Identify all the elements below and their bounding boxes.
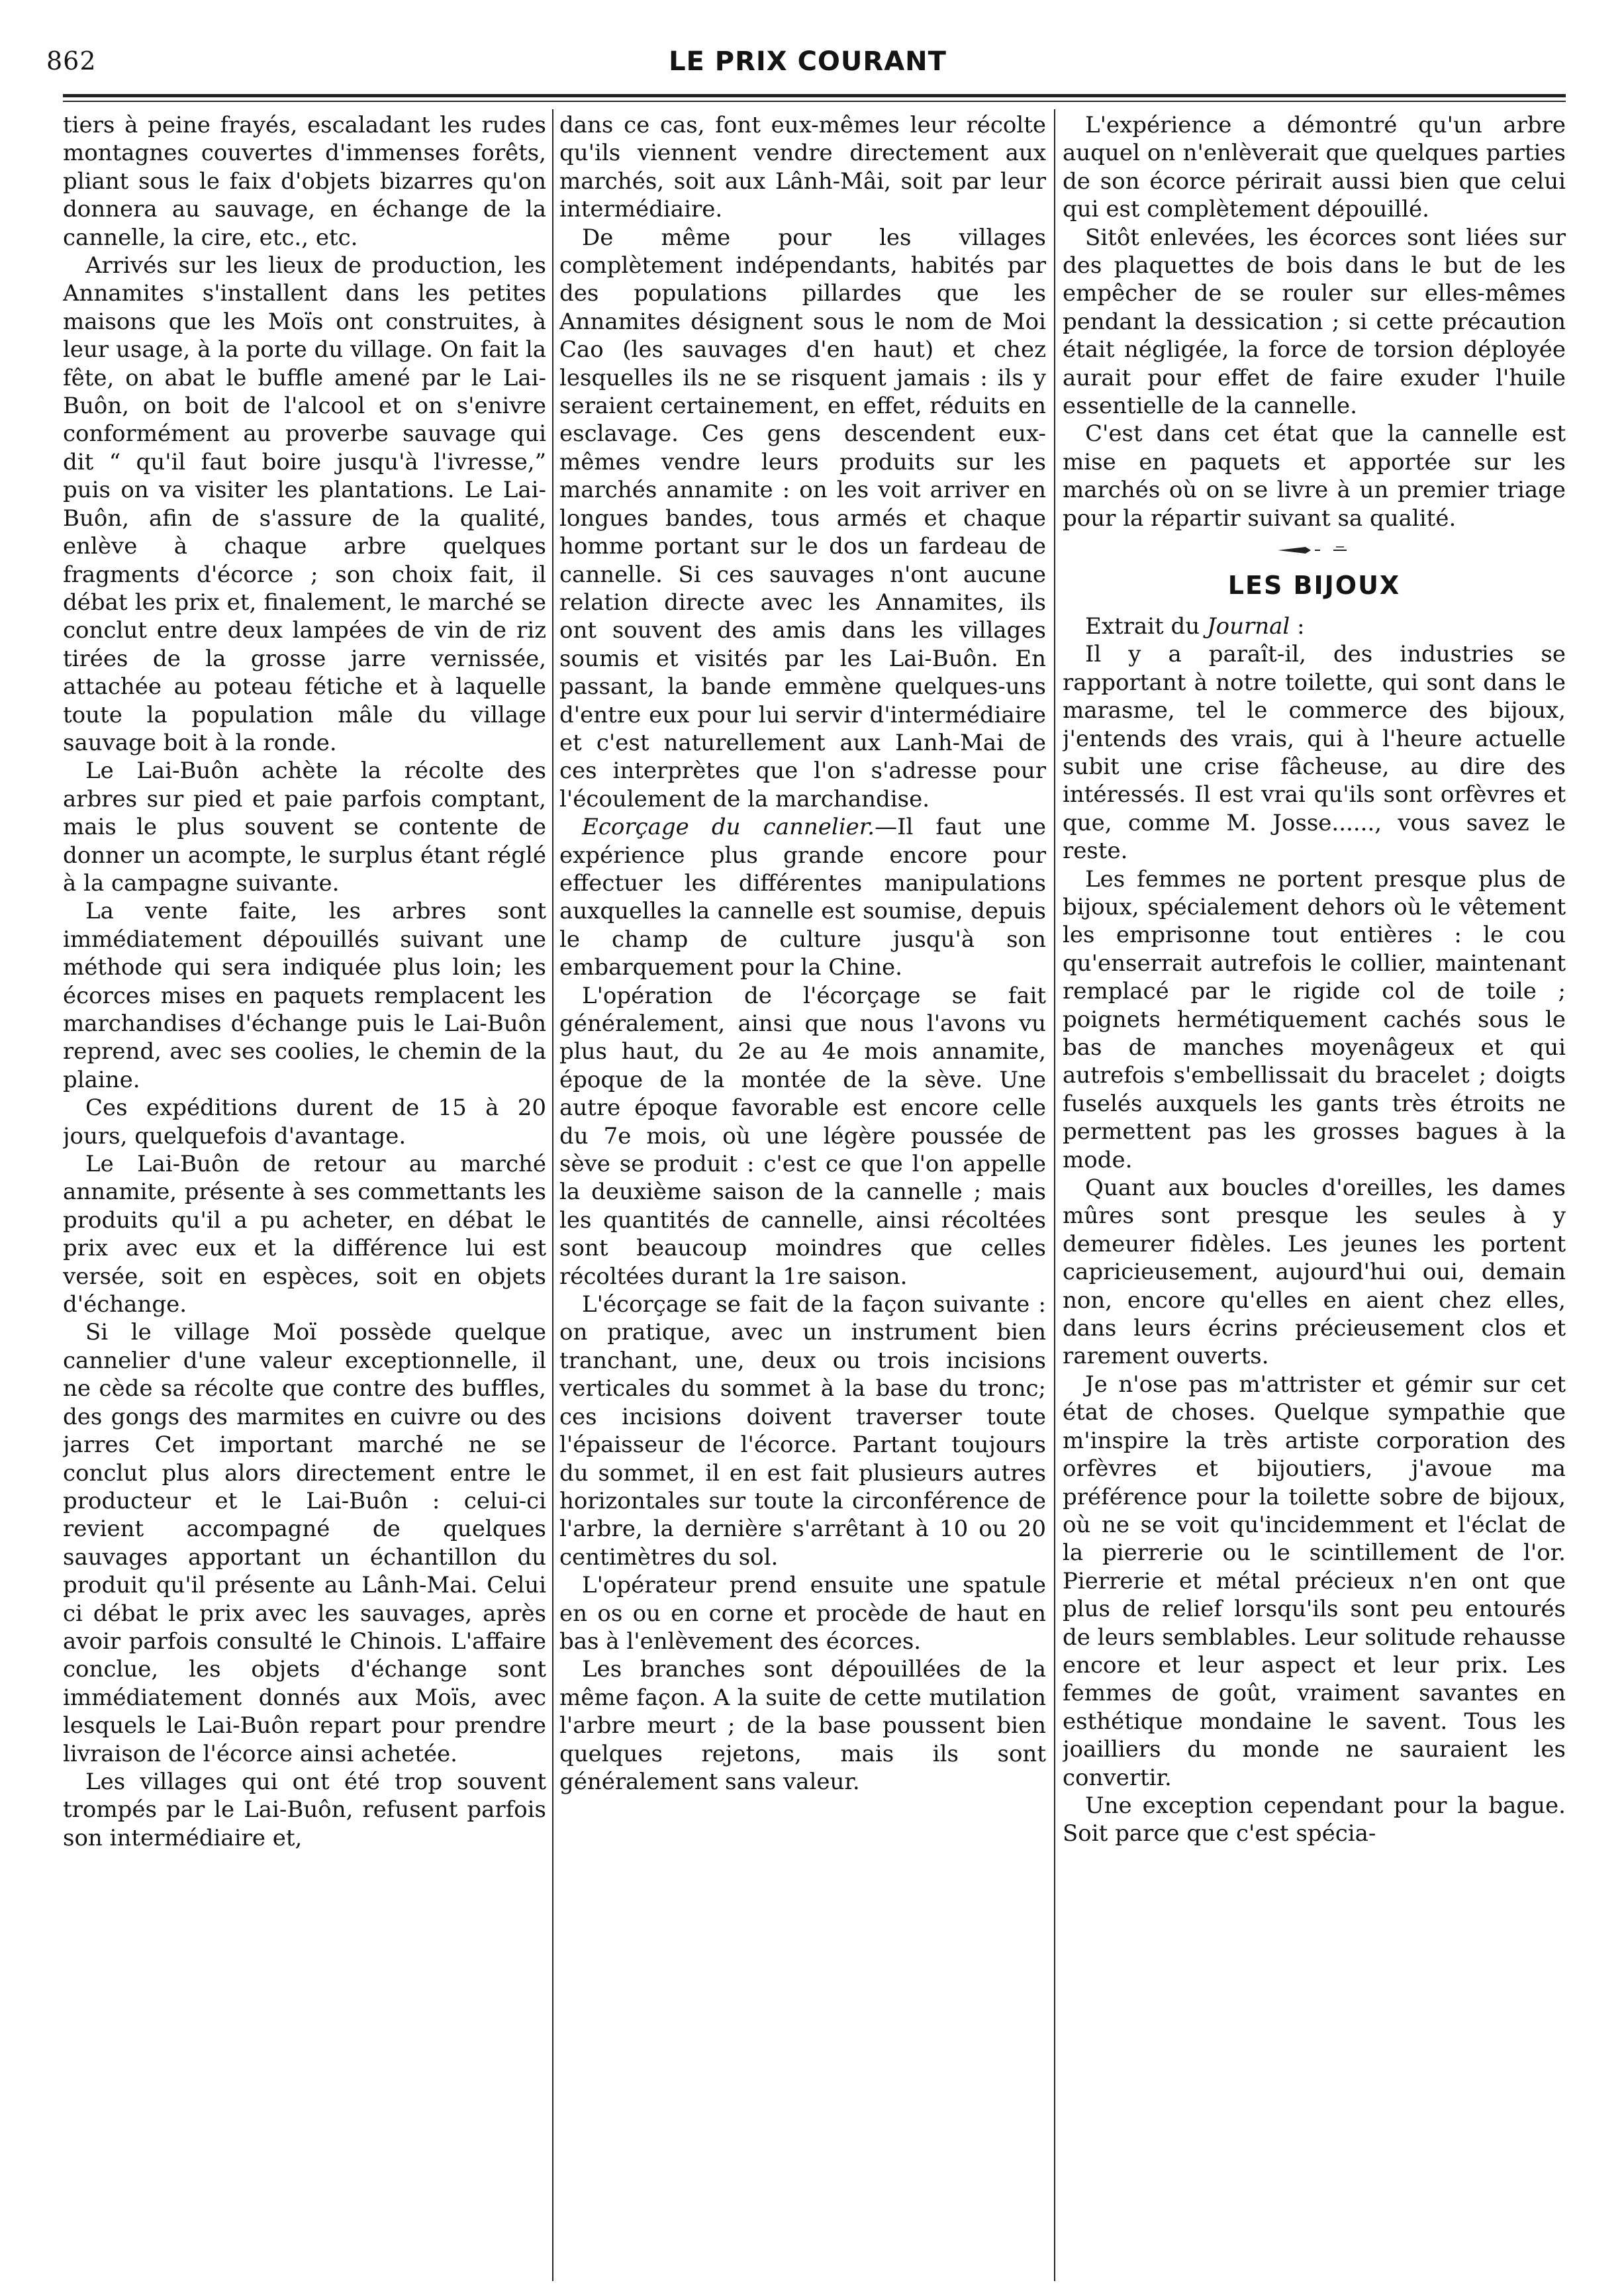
paragraph: L'opération de l'écorçage se fait généralement, ainsi que nous l'avons vu plus haut, du 2e au 4e mois annamite, époque de la montée de la sève. Une autre époque favorable est encore celle du 7e mois, où une légère poussée de sève se produit : c'est ce que l'on appelle la deuxième saison de la cannelle ; mais les quantités de cannelle, ainsi récoltées sont beaucoup moindres que celles récoltées durant la 1re saison. <box>559 982 1046 1290</box>
source-title: Journal <box>1207 612 1290 640</box>
paragraph: Le Lai-Buôn achète la récolte des arbres sur pied et paie parfois comptant, mais le plus souvent se contente de donner un acompte, le surplus étant réglé à la campagne suivante. <box>63 757 546 897</box>
divider-ornament-icon <box>1063 536 1566 564</box>
source-suffix: : <box>1290 612 1305 640</box>
paragraph: Sitôt enlevées, les écorces sont liées sur des plaquettes de bois dans le but de les empêcher de se rouler sur elles-mêmes pendant la dessication ; si cette précaution était négligée, la force de torsion déployée aurait pour effet de faire exuder l'huile essentielle de la cannelle. <box>1063 224 1566 420</box>
paragraph: Il y a paraît-il, des industries se rapportant à notre toilette, qui sont dans le marasme, tel le commerce des bijoux, j'entends des vrais, qui à l'heure actuelle subit une crise fâcheuse, au dire des intéressés. Il est vrai qu'ils sont orfèvres et que, comme M. Josse......, vous savez le reste. <box>1063 641 1566 865</box>
paragraph: Les femmes ne portent presque plus de bijoux, spécialement dehors où le vêtement les emprisonne tout entières : le cou qu'enserrait autrefois le collier, maintenant remplacé par le rigide col de toile ; poignets hermétiquement cachés sous le bas de manches moyenâgeux et qui autrefois s'embellissait du bracelet ; doigts fuselés auxquels les gants très étroits ne permettent pas les grosses bagues à la mode. <box>1063 865 1566 1173</box>
paragraph: Le Lai-Buôn de retour au marché annamite, présente à ses commettants les produits qu'il a pu acheter, en débat le prix avec eux et la différence lui est versée, soit en espèces, soit en objets d'échange. <box>63 1151 546 1318</box>
header-rule-thin <box>63 101 1566 102</box>
source-prefix: Extrait du <box>1085 612 1207 640</box>
column-divider-1 <box>552 109 553 2281</box>
column-divider-2 <box>1054 109 1055 2281</box>
paragraph: L'opérateur prend ensuite une spatule en os ou en corne et procède de haut en bas à l'enlèvement des écorces. <box>559 1572 1046 1655</box>
column-3 <box>1063 111 1566 2276</box>
paragraph: Si le village Moï possède quelque cannelier d'une valeur exceptionnelle, il ne cède sa récolte que contre des buffles, des gongs des marmites en cuivre ou des jarres Cet important marché ne se conclut plus alors directement entre le producteur et le Lai-Buôn : celui-ci revient accompagné de quelques sauvages apportant un échantillon du produit qu'il présente au Lânh-Mai. Celui ci débat le prix avec les sauvages, après avoir parfois consulté le Chinois. L'affaire conclue, les objets d'échange sont immédiatement donnés aux Moïs, avec lesquels le Lai-Buôn repart pour prendre livraison de l'écorce ainsi achetée. <box>63 1319 546 1767</box>
paragraph: Quant aux boucles d'oreilles, les dames mûres sont presque les seules à y demeurer fidèles. Les jeunes les portent capricieusement, aujourd'hui oui, demain non, encore qu'elles en aient chez elles, dans leurs écrins précieusement clos et rarement ouverts. <box>1063 1175 1566 1370</box>
paragraph: Ces expéditions durent de 15 à 20 jours, quelquefois d'avantage. <box>63 1095 546 1149</box>
paragraph: Les villages qui ont été trop souvent trompés par le Lai-Buôn, refusent parfois son intermédiaire et, <box>63 1768 546 1851</box>
paragraph: Les branches sont dépouillées de la même façon. A la suite de cette mutilation l'arbre meurt ; de la base poussent bien quelques rejetons, mais ils sont généralement sans valeur. <box>559 1656 1046 1795</box>
paragraph: Arrivés sur les lieux de production, les Annamites s'installent dans les petites maisons que les Moïs ont construites, à leur usage, à la porte du village. On fait la fête, on abat le buffle amené par le Lai-Buôn, on boit de l'alcool et on s'enivre conformément au proverbe sauvage qui dit “ qu'il faut boire jusqu'à l'ivresse,” puis on va visiter les plantations. Le Lai-Buôn, afin de s'assure de la qualité, enlève à chaque arbre quelques fragments d'écorce ; son choix fait, il débat les prix et, finalement, le marché se conclut entre deux lampées de vin de riz tirées de la grosse jarre vernissée, attachée au poteau fétiche et à laquelle toute la population mâle du village sauvage boit à la ronde. <box>63 252 546 756</box>
paragraph-body: —Il faut une expérience plus grande encore pour effectuer les différentes manipulations auxquelles la cannelle est soumise, depuis le champ de culture jusqu'à son embarquement pour la Chine. <box>559 814 1046 981</box>
paragraph: C'est dans cet état que la cannelle est mise en paquets et apportée sur les marchés où on se livre à un premier triage pour la répartir suivant sa qualité. <box>1063 420 1566 532</box>
paragraph: De même pour les villages complètement indépendants, habités par des populations pillardes que les Annamites désignent sous le nom de Moi Cao (les sauvages d'en haut) et chez lesquelles ils ne se risquent jamais : ils y seraient certainement, en effet, réduits en esclavage. Ces gens descendent eux-mêmes vendre leurs produits sur les marchés annamite : on les voit arriver en longues bandes, tous armés et chaque homme portant sur le dos un fardeau de cannelle. Si ces sauvages n'ont aucune relation directe avec les Annamites, ils ont souvent des amis dans les villages soumis et visités par les Lai-Buôn. En passant, la bande emmène quelques-uns d'entre eux pour lui servir d'intermédiaire et c'est naturellement aux Lanh-Mai de ces interprètes que l'on s'adresse pour l'écoulement de la marchandise. <box>559 224 1046 812</box>
header-rule-thick <box>63 94 1566 97</box>
italic-lead: Ecorçage du cannelier. <box>582 814 875 841</box>
paragraph: tiers à peine frayés, escaladant les rudes montagnes couvertes d'immenses forêts, pliant sous le faix d'objets bizarres qu'on donnera au sauvage, en échange de la cannelle, la cire, etc., etc. <box>63 112 546 251</box>
column-1 <box>63 111 546 2276</box>
source-line <box>1063 612 1566 640</box>
page-header <box>46 40 1569 86</box>
paragraph-ecorcage <box>559 813 1046 981</box>
paragraph: L'écorçage se fait de la façon suivante : on pratique, avec un instrument bien tranchant, une, deux ou trois incisions verticales du sommet à la base du tronc; ces incisions doivent traverser toute l'épaisseur de l'écorce. Partant toujours du sommet, il en est fait plusieurs autres horizontales sur toute la circonférence de l'arbre, la dernière s'arrêtant à 10 ou 20 centimètres du sol. <box>559 1291 1046 1571</box>
page-number: 862 <box>46 46 97 75</box>
paragraph: L'expérience a démontré qu'un arbre auquel on n'enlèverait que quelques parties de son écorce périrait aussi bien que celui qui est complètement dépouillé. <box>1063 112 1566 223</box>
paragraph: Une exception cependant pour la bague. Soit parce que c'est spécia- <box>1063 1792 1566 1847</box>
paragraph: La vente faite, les arbres sont immédiatement dépouillés suivant une méthode qui sera indiquée plus loin; les écorces mises en paquets remplacent les marchandises d'échange puis le Lai-Buôn reprend, avec ses coolies, le chemin de la plaine. <box>63 898 546 1093</box>
paragraph: dans ce cas, font eux-mêmes leur récolte qu'ils viennent vendre directement aux marchés, soit aux Lânh-Mâi, soit par leur intermédiaire. <box>559 112 1046 223</box>
paragraph: Je n'ose pas m'attrister et gémir sur cet état de choses. Quelque sympathie que m'inspire la très artiste corporation des orfèvres et bijoutiers, j'avoue ma préférence pour la toilette sobre de bijoux, où ne se voit qu'incidemment et l'éclat de la pierrerie ou le scintillement de l'or. Pierrerie et métal précieux n'en ont que plus de relief lorsqu'ils sont peu entourés de leurs semblables. Leur solitude rehausse encore et leur aspect et leur prix. Les femmes de goût, vraiment savantes en esthétique mondaine le savent. Tous les joailliers du monde ne sauraient les convertir. <box>1063 1371 1566 1791</box>
section-heading: LES BIJOUX <box>1227 570 1401 600</box>
running-title: LE PRIX COURANT <box>669 46 947 77</box>
column-2 <box>559 111 1046 2276</box>
